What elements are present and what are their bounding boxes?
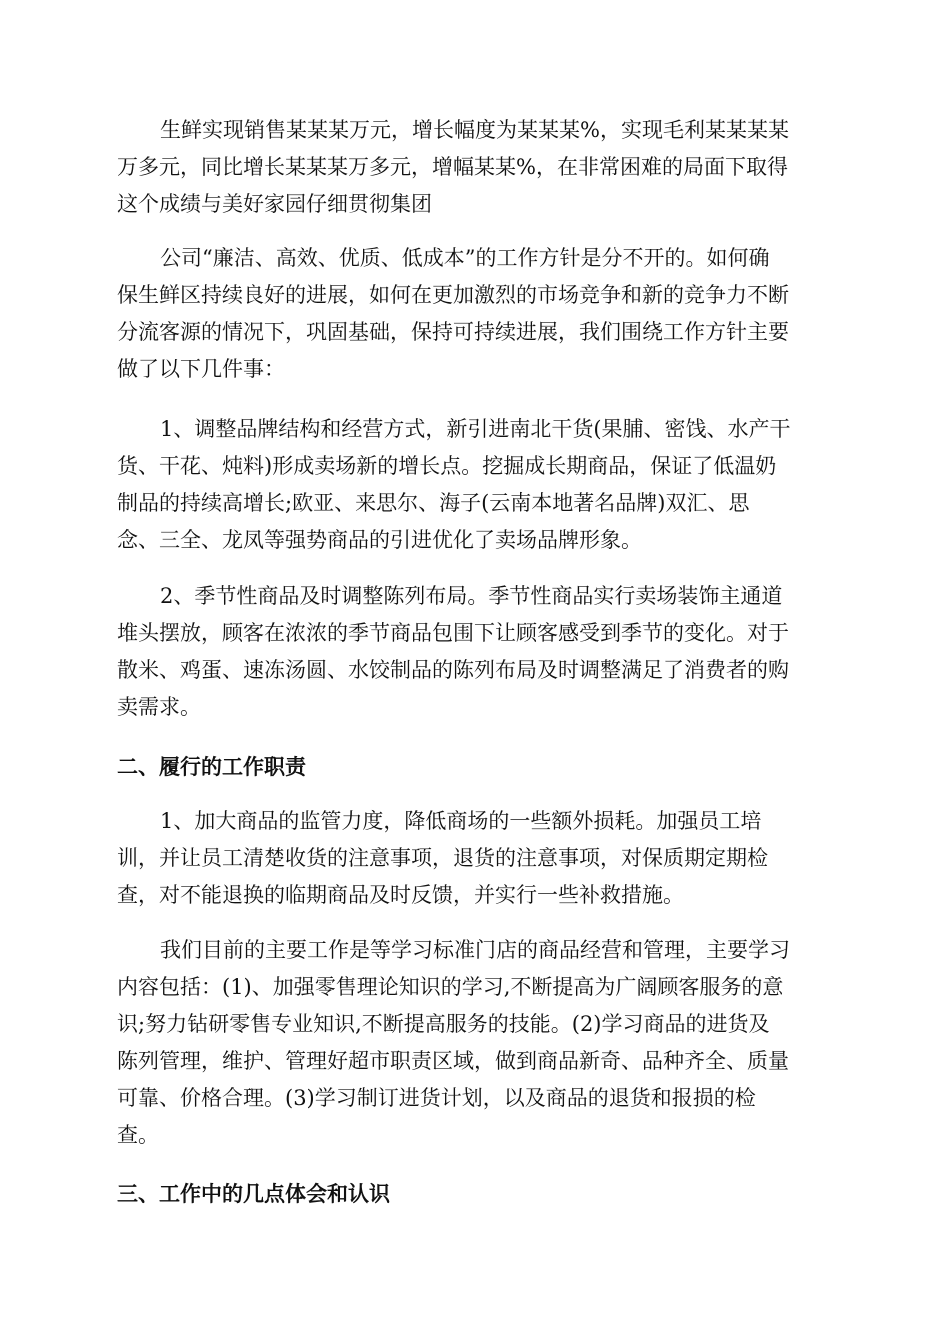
paragraph-sales-results [117, 112, 833, 223]
paragraph-line: 散米、鸡蛋、速冻汤圆、水饺制品的陈列布局及时调整满足了消费者的购 [117, 658, 789, 682]
paragraph-line: 公司“廉洁、高效、优质、低成本”的工作方针是分不开的。如何确 [160, 246, 770, 270]
paragraph-seasonal-layout [117, 578, 833, 726]
paragraph-line: 做了以下几件事： [117, 357, 285, 381]
paragraph-line: 可靠、价格合理。(3)学习制订进货计划，以及商品的退货和报损的检 [117, 1086, 756, 1110]
paragraph-brand-structure [117, 411, 833, 559]
paragraph-line: 1、调整品牌结构和经营方式，新引进南北干货(果脯、密饯、水产干 [160, 417, 791, 441]
paragraph-line: 万多元，同比增长某某某万多元，增幅某某%，在非常困难的局面下取得 [117, 155, 788, 179]
paragraph-line: 我们目前的主要工作是等学习标准门店的商品经营和管理，主要学习 [160, 938, 790, 962]
paragraph-line: 2、季节性商品及时调整陈列布局。季节性商品实行卖场装饰主通道 [160, 584, 783, 608]
paragraph-line: 卖需求。 [117, 695, 201, 719]
paragraph-line: 分流客源的情况下，巩固基础，保持可持续进展，我们围绕工作方针主要 [117, 320, 789, 344]
paragraph-line: 识;努力钻研零售专业知识,不断提高服务的技能。(2)学习商品的进货及 [117, 1012, 770, 1036]
section-heading-insights: 三、工作中的几点体会和认识 [117, 1182, 390, 1206]
paragraph-line: 1、加大商品的监管力度，降低商场的一些额外损耗。加强员工培 [160, 809, 762, 833]
paragraph-line: 念、三全、龙凤等强势商品的引进优化了卖场品牌形象。 [117, 528, 642, 552]
paragraph-study-plan [117, 932, 833, 1154]
paragraph-line: 生鲜实现销售某某某万元，增长幅度为某某某%，实现毛利某某某某 [160, 118, 789, 142]
paragraph-line: 这个成绩与美好家园仔细贯彻集团 [117, 192, 432, 216]
paragraph-line: 保生鲜区持续良好的进展，如何在更加激烈的市场竞争和新的竞争力不断 [117, 283, 789, 307]
paragraph-line: 内容包括：(1)、加强零售理论知识的学习,不断提高为广阔顾客服务的意 [117, 975, 784, 999]
paragraph-line: 查，对不能退换的临期商品及时反馈，并实行一些补救措施。 [117, 883, 684, 907]
paragraph-supervision [117, 803, 833, 914]
paragraph-line: 查。 [117, 1123, 159, 1147]
paragraph-work-policy [117, 240, 833, 388]
paragraph-line: 陈列管理，维护、管理好超市职责区域，做到商品新奇、品种齐全、质量 [117, 1049, 789, 1073]
section-heading-duties: 二、履行的工作职责 [117, 755, 306, 779]
paragraph-line: 堆头摆放，顾客在浓浓的季节商品包围下让顾客感受到季节的变化。对于 [117, 621, 789, 645]
paragraph-line: 制品的持续高增长;欧亚、来思尔、海子(云南本地著名品牌)双汇、思 [117, 491, 750, 515]
paragraph-line: 货、干花、炖料)形成卖场新的增长点。挖掘成长期商品，保证了低温奶 [117, 454, 777, 478]
paragraph-line: 训，并让员工清楚收货的注意事项，退货的注意事项，对保质期定期检 [117, 846, 768, 870]
